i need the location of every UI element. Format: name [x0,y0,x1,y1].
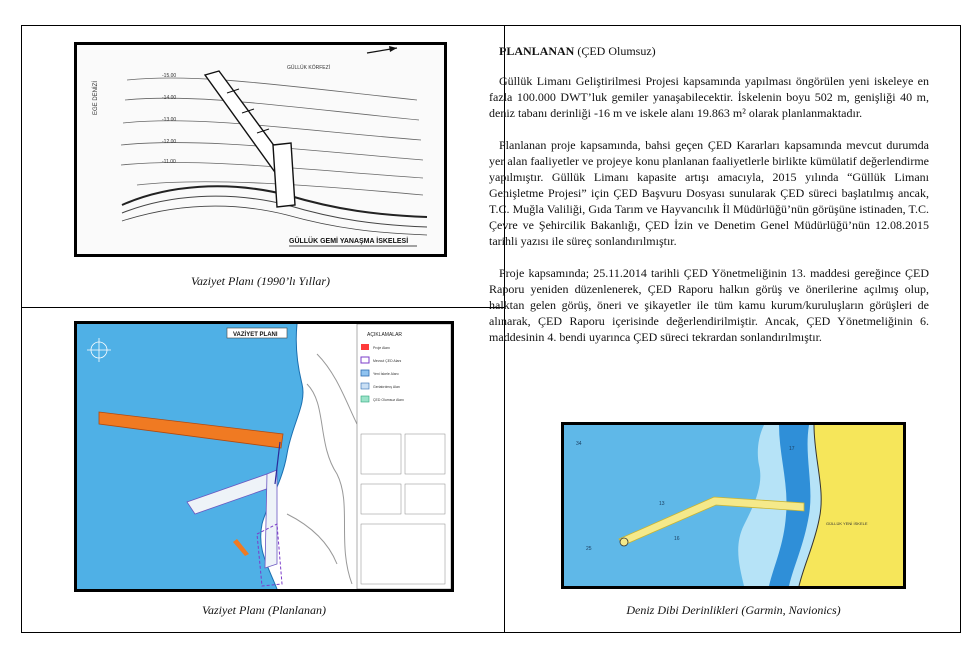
plan-title: VAZİYET PLANI [233,332,278,338]
description-text [489,43,929,361]
depth-label: 13 [659,501,665,507]
depth-label: -14.00 [162,95,177,101]
depth-label: 17 [789,446,795,452]
heading-rest: (ÇED Olumsuz) [574,44,656,58]
bay-label: GÜLLÜK KÖRFEZİ [287,65,331,71]
depth-label: -12.00 [162,139,177,145]
figure-caption: Deniz Dibi Derinlikleri (Garmin, Navionics) [626,603,841,617]
legend-item: Yeni İskele Alanı [373,372,399,376]
historical-site-plan-figure [74,42,447,257]
planned-site-plan-drawing [77,324,451,589]
paragraph-3: Proje kapsamında; 25.11.2014 tarihli ÇED Yönetmeliğinin 13. maddesi gereğince ÇED Raporu yeniden düzenlenerek, ÇED Raporu halkın görüş ve önerilerine açılmış olup, halktan gelen görüş, öneri ve şikayetler ile tüm kamu kurum/kuruluşların görüşleri de alınarak, ÇED Raporu içerisinde değerlendirilmiştir. Ancak, ÇED Yönetmeliğinin 6. maddesinin 4. bendi uyarınca ÇED süreci tekrardan sonlandırılmıştır. [489,266,929,344]
depth-label: 34 [576,441,582,447]
planned-site-plan-figure [74,321,454,592]
paragraph-2: Planlanan proje kapsamında, bahsi geçen ÇED Kararları kapsamında mevcut durumda yer alan faaliyetler ve projeye konu planlanan faaliyetlerle birlikte kümülatif değerlendirme yapılmıştır. Güllük Limanı kapasite artışı amacıyla, 2015 yılında “Güllük Limanı Genişletme Projesi” için ÇED Başvuru Dosyası sunularak ÇED süreci başlatılmış ancak, T.C. Muğla Valiliği, Gıda Tarım ve Hayvancılık İl Müdürlüğü’nün görüşüne istinaden, T.C. Çevre ve Şehircilik Bakanlığı, ÇED İzin ve Denetim Genel Müdürlüğü’nün 12.08.2015 tarihli yazısı ile süreç sonlandırılmıştır. [489,138,929,248]
figure-caption: Vaziyet Planı (1990’lı Yıllar) [191,274,330,288]
depth-label: -15.00 [162,73,177,79]
table-row-divider [22,307,504,308]
paragraph-1: Güllük Limanı Geliştirilmesi Projesi kapsamında yapılması öngörülen yeni iskeleye en fazla 100.000 DWT’luk gemiler yanaşabilecektir. İskelenin boyu 502 m, genişliği 40 m, deniz tabanı derinliği -16 m ve iskele alanı 19.863 m² olarak planlanmaktadır. [489,74,929,120]
sea-label: EGE DENİZİ [93,80,99,115]
legend-title: AÇIKLAMALAR [367,332,403,338]
section-heading [489,43,929,59]
seabed-depth-map [564,425,903,586]
legend-item: Geriatırılmış Alan [373,385,400,389]
heading-bold: PLANLANAN [499,44,575,58]
depth-label: 16 [674,536,680,542]
depth-label: 25 [586,546,592,552]
legend-item: ÇED Olumsuz Alanı [373,398,404,402]
drawing-title: GÜLLÜK GEMİ YANAŞMA İSKELESİ [289,238,409,245]
pier-label: GÜLLÜK YENİ İSKELE [826,521,868,526]
depth-label: -11.00 [162,159,176,165]
legend-item: Mevcut ÇED Alanı [373,359,402,363]
depth-label: -13.00 [162,117,177,123]
historical-site-plan-drawing [77,45,444,254]
legend-item: Proje Alanı [373,346,390,350]
seabed-depth-figure [561,422,906,589]
figure-caption: Vaziyet Planı (Planlanan) [202,603,326,617]
